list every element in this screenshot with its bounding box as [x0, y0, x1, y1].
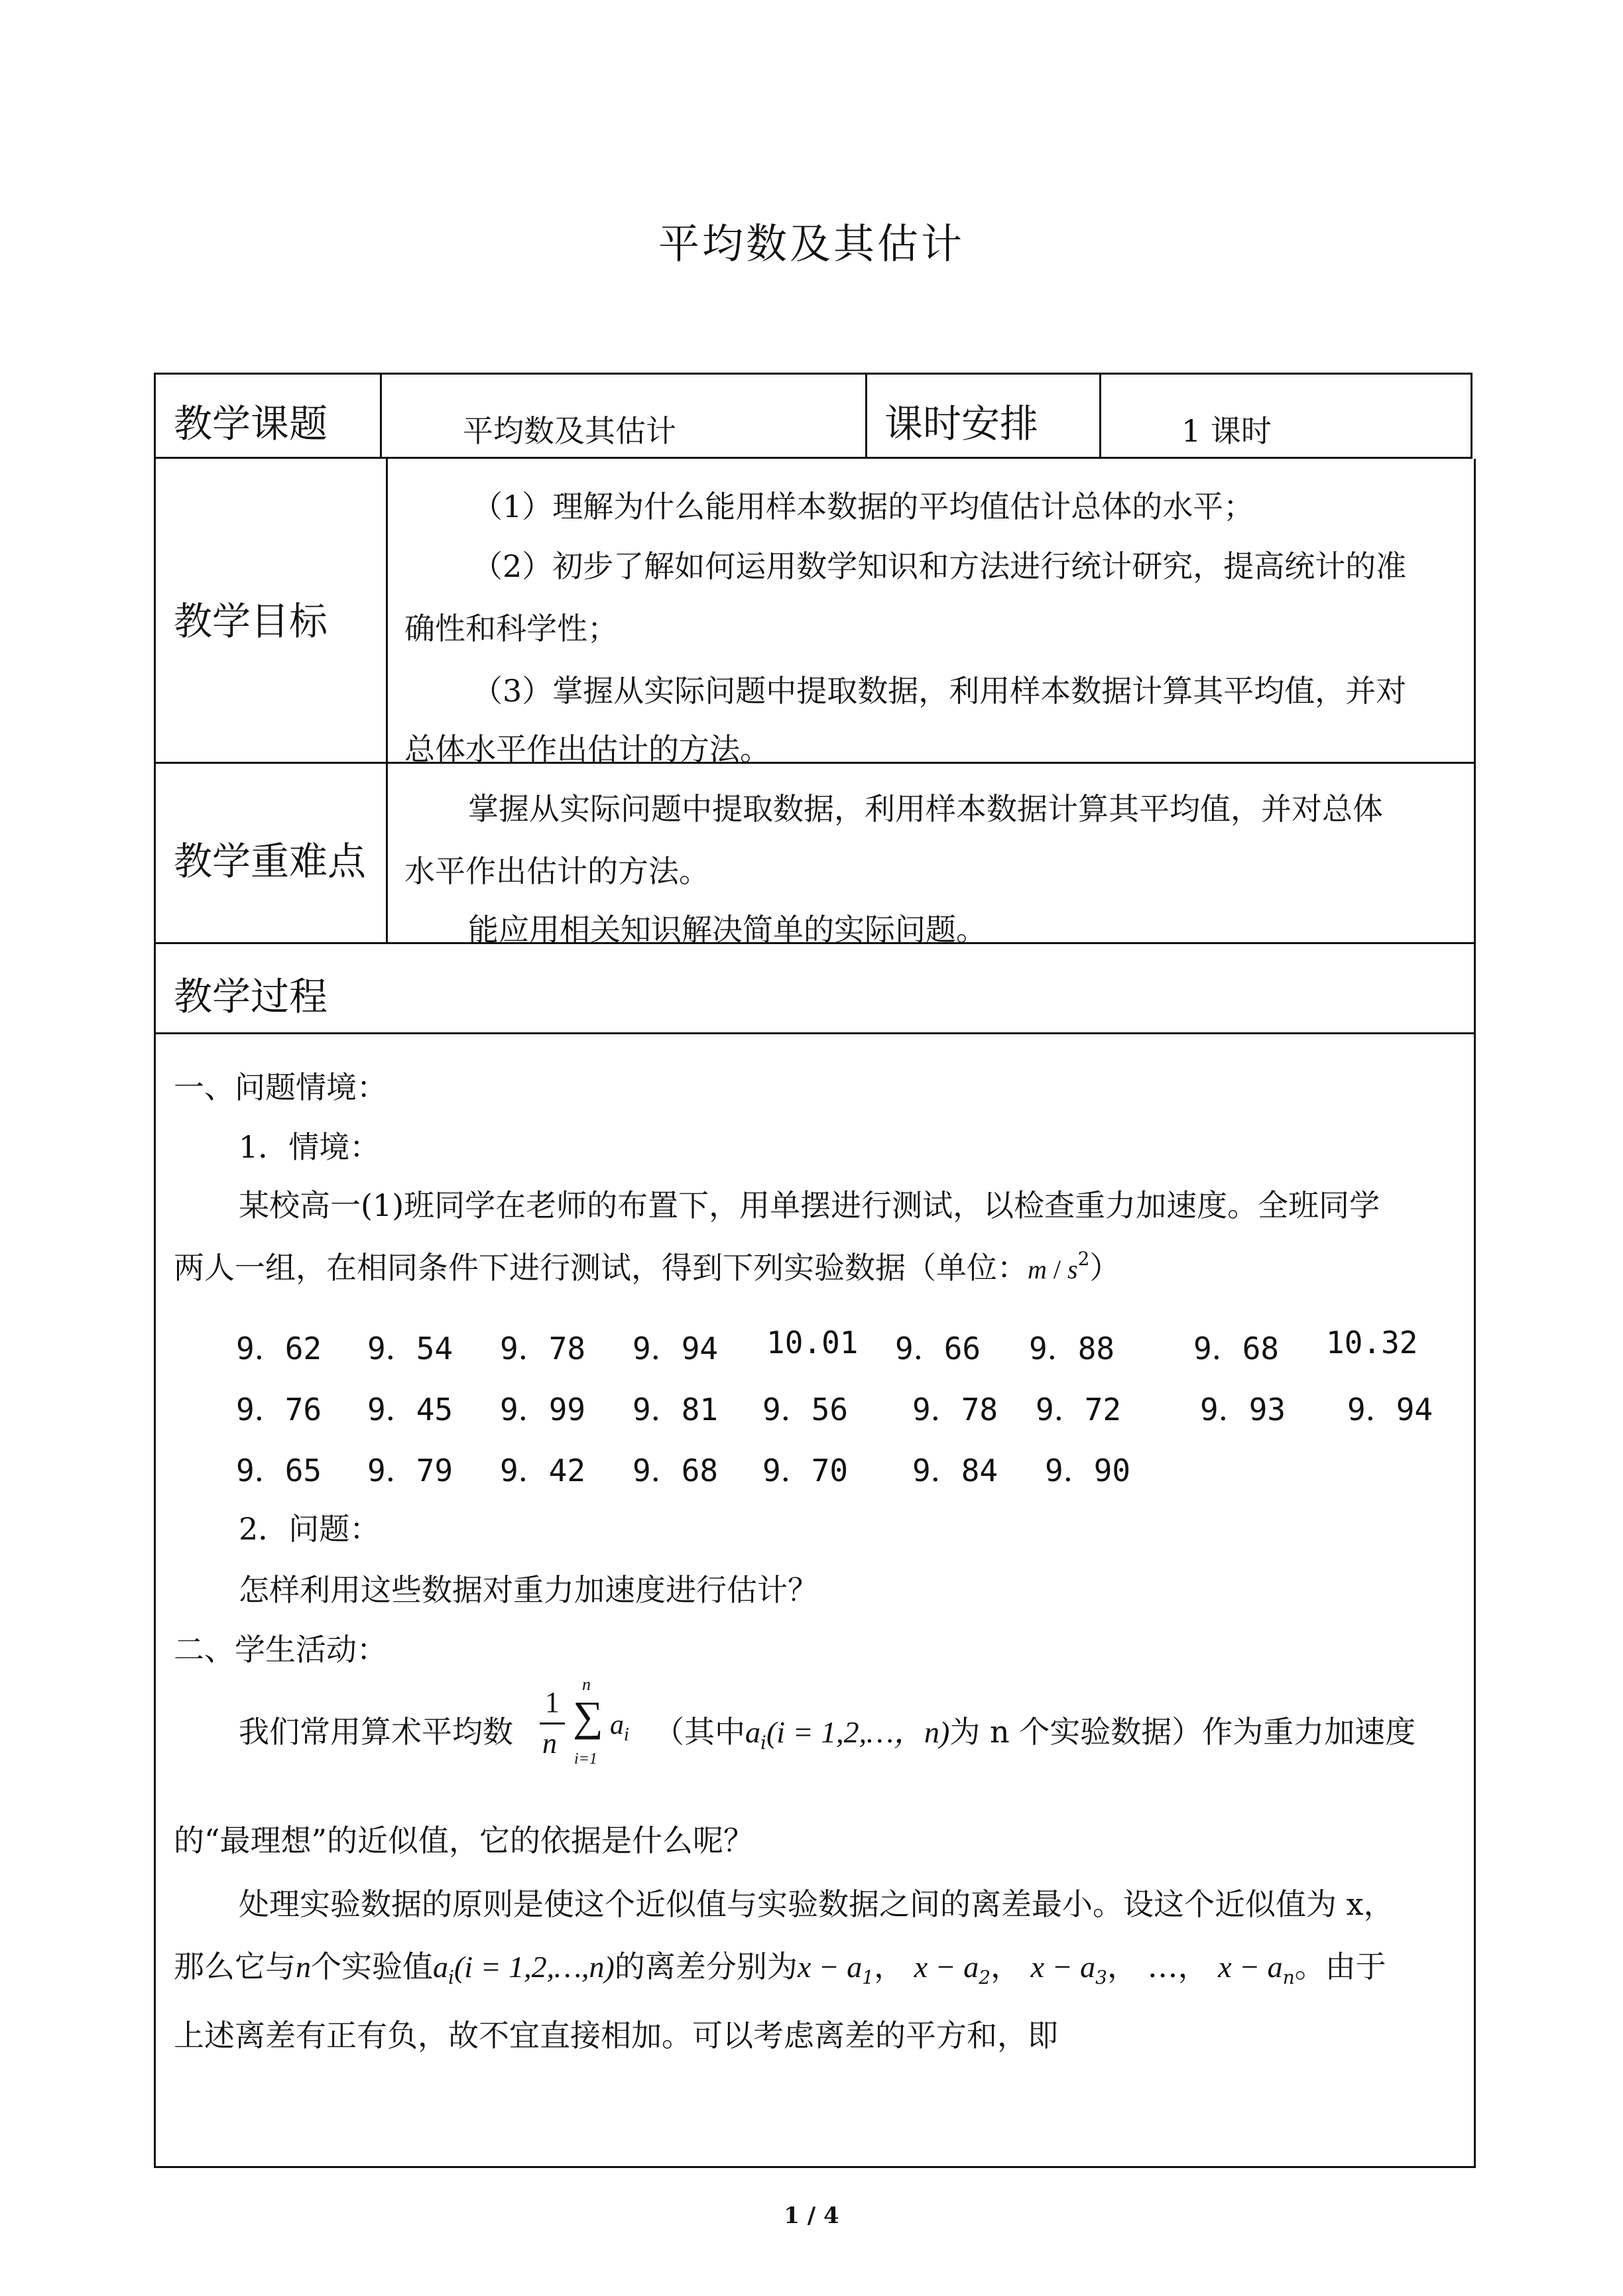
sigma-symbol: ∑ — [573, 1693, 603, 1740]
principle-text: 上述离差有正有负，故不宜直接相加。可以考虑离差的平方和，即 — [174, 2018, 1058, 2053]
data-row — [0, 1447, 1623, 1486]
objective-line: （3）掌握从实际问题中提取数据，利用样本数据计算其平均值，并对 — [472, 673, 1407, 709]
data-value: 9．78 — [912, 1392, 998, 1427]
formula-denominator: n — [542, 1727, 557, 1760]
unit-s: s — [1067, 1254, 1078, 1284]
scenario-text-main: 两人一组，在相同条件下进行测试，得到下列实验数据（单位： — [174, 1250, 1028, 1286]
process-label-row — [154, 944, 1476, 1034]
divider — [380, 373, 382, 459]
principle-range: (i = 1,2,…,n) — [453, 1950, 615, 1984]
data-value: 9．45 — [367, 1392, 453, 1427]
objective-line: （2）初步了解如何运用数学知识和方法进行统计研究，提高统计的准 — [472, 548, 1407, 584]
principle-ai: a — [433, 1950, 448, 1984]
data-value: 9．72 — [1036, 1392, 1122, 1427]
item-heading: 2．问题： — [239, 1511, 381, 1547]
key-point-line: 能应用相关知识解决简单的实际问题。 — [468, 912, 987, 947]
divider — [386, 459, 388, 764]
process-label: 教学过程 — [174, 974, 328, 1019]
unit-m: m — [1028, 1254, 1047, 1284]
principle-b: 个实验值 — [311, 1949, 433, 1984]
data-value: 9．42 — [500, 1453, 586, 1488]
data-value: 9．62 — [236, 1331, 322, 1366]
divider — [1099, 373, 1101, 459]
principle-a: 那么它与 — [174, 1949, 296, 1984]
objective-line: 确性和科学性； — [404, 611, 618, 646]
objective-line: 总体水平作出估计的方法。 — [404, 731, 770, 767]
data-row — [0, 1325, 1623, 1364]
data-value: 9．56 — [762, 1392, 849, 1427]
topic-value: 平均数及其估计 — [463, 413, 676, 449]
activity-text — [654, 1708, 1415, 1754]
data-value: 9．76 — [236, 1392, 322, 1427]
data-value: 9．84 — [912, 1453, 998, 1488]
diff-n: x − a — [1218, 1950, 1283, 1984]
formula-a: a — [610, 1710, 624, 1740]
table-header-row — [154, 373, 1473, 459]
data-value: 9．94 — [1347, 1392, 1433, 1427]
objectives-label: 教学目标 — [174, 599, 328, 644]
diff-1: x − a — [797, 1950, 863, 1984]
principle-text: 处理实验数据的原则是使这个近似值与实验数据之间的离差最小。设这个近似值为 x， — [239, 1886, 1394, 1922]
diff-2: x − a — [914, 1950, 979, 1984]
divider — [386, 764, 388, 944]
diff-1-sub: 1 — [862, 1966, 874, 1988]
data-value: 9．68 — [632, 1453, 719, 1488]
principle-text: 那么它与n个实验值$a_i(i$ = 1,2,…,n)的离差分别为$x - a_1$， $x - a_2$， $x - a_3$， …， $x - a_n$。由于 — [174, 1949, 1386, 1988]
principle-ai-sub: i — [448, 1966, 454, 1988]
formula-i: i — [624, 1724, 629, 1745]
diff-3: x − a — [1030, 1950, 1096, 1984]
formula-lower-limit: i=1 — [574, 1750, 597, 1768]
activity-mid: （其中 — [654, 1714, 745, 1750]
data-value: 9．70 — [762, 1453, 849, 1488]
hours-label: 课时安排 — [884, 401, 1039, 446]
formula-term — [610, 1709, 629, 1746]
data-value: 9．68 — [1193, 1331, 1280, 1366]
diff-2-sub: 2 — [979, 1966, 991, 1988]
data-value: 9．94 — [632, 1331, 719, 1366]
formula-upper-limit: n — [582, 1675, 591, 1694]
activity-range: (i = 1,2,…，n) — [766, 1715, 950, 1749]
hours-value: 1 课时 — [1181, 413, 1272, 449]
unit-exponent: 2 — [1077, 1248, 1090, 1270]
divider — [865, 373, 867, 459]
data-value: 9．66 — [895, 1331, 981, 1366]
key-point-line: 掌握从实际问题中提取数据，利用样本数据计算其平均值，并对总体 — [468, 791, 1383, 827]
data-value: 9．81 — [632, 1392, 719, 1427]
data-value: 9．65 — [236, 1453, 322, 1488]
section-heading: 二、学生活动： — [174, 1632, 387, 1667]
data-row — [0, 1386, 1623, 1425]
scenario-text: 某校高一(1)班同学在老师的布置下，用单摆进行测试，以检查重力加速度。全班同学 — [239, 1187, 1380, 1223]
principle-c: 的离差分别为 — [614, 1949, 798, 1984]
data-value: 10.01 — [766, 1325, 859, 1360]
principle-d: 。由于 — [1294, 1949, 1386, 1984]
question-text: 怎样利用这些数据对重力加速度进行估计？ — [239, 1572, 818, 1608]
data-value: 9．79 — [367, 1453, 453, 1488]
data-value: 9．99 — [500, 1392, 586, 1427]
key-point-line: 水平作出估计的方法。 — [404, 853, 709, 889]
data-value: 9．88 — [1029, 1331, 1115, 1366]
activity-ai-sub: i — [760, 1732, 766, 1754]
fraction-bar — [540, 1722, 565, 1724]
activity-suffix: 为 n 个实验数据）作为重力加速度 — [949, 1714, 1416, 1750]
topic-label: 教学课题 — [174, 401, 328, 446]
data-value: 9．90 — [1045, 1453, 1131, 1488]
section-heading: 一、问题情境： — [174, 1069, 387, 1105]
unit-close: ） — [1089, 1250, 1120, 1286]
diff-ellipsis: … — [1147, 1949, 1178, 1984]
diff-n-sub: n — [1282, 1966, 1295, 1988]
scenario-text — [174, 1244, 1120, 1288]
activity-text: 的“最理想”的近似值，它的依据是什么呢？ — [174, 1823, 754, 1858]
key-points-label: 教学重难点 — [174, 839, 367, 884]
data-value: 9．54 — [367, 1331, 453, 1366]
objective-line: （1）理解为什么能用样本数据的平均值估计总体的水平； — [472, 489, 1254, 524]
data-value: 9．93 — [1200, 1392, 1286, 1427]
activity-ai: a — [745, 1715, 760, 1749]
page-number: 1 / 4 — [784, 2203, 839, 2229]
activity-prefix: 我们常用算术平均数 — [239, 1714, 513, 1750]
unit-slash: / — [1046, 1254, 1068, 1284]
data-value: 10.32 — [1326, 1325, 1418, 1360]
document-title: 平均数及其估计 — [658, 219, 965, 268]
item-heading: 1．情境： — [239, 1129, 381, 1165]
principle-n: n — [296, 1950, 311, 1984]
diff-3-sub: 3 — [1095, 1966, 1107, 1988]
data-value: 9．78 — [500, 1331, 586, 1366]
formula-numerator: 1 — [545, 1686, 560, 1719]
